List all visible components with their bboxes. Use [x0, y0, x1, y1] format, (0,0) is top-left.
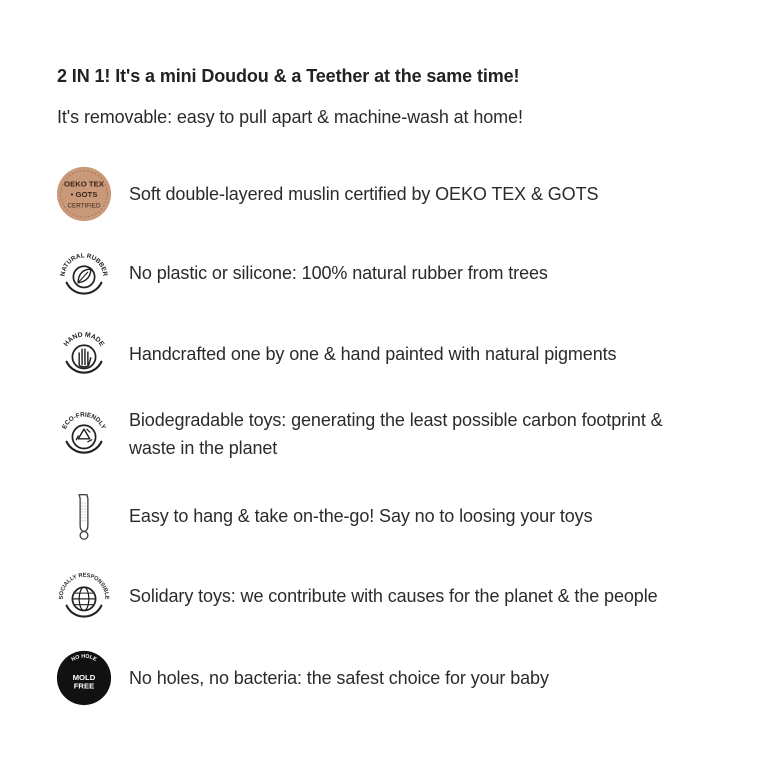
hanging-tag-icon [55, 487, 113, 545]
oeko-tex-gots-badge-icon [55, 165, 113, 223]
feature-text: Soft double-layered muslin certified by OEKO TEX & GOTS [129, 184, 599, 204]
feature-item-eco-friendly [55, 402, 735, 466]
socially-responsible-globe-icon [55, 567, 113, 625]
badge-text-line2: FREE [73, 681, 95, 691]
badge-text: SOCIALLY RESPONSIBLE [58, 572, 110, 600]
feature-item-mold-free [55, 646, 735, 710]
feature-text: Handcrafted one by one & hand painted with natural pigments [129, 344, 617, 364]
badge-ring-text: NO HOLE [70, 653, 98, 663]
feature-item-easy-hang [55, 484, 735, 548]
hand-made-icon [55, 325, 113, 383]
feature-item-oeko-tex [55, 162, 735, 226]
feature-text: Easy to hang & take on-the-go! Say no to loosing your toys [129, 506, 593, 526]
eco-friendly-recycle-icon [55, 405, 113, 463]
feature-text: Solidary toys: we contribute with causes for the planet & the people [129, 586, 658, 606]
badge-text-line1: OEKO TEX [64, 179, 104, 189]
svg-text:SOCIALLY RESPONSIBLE [59, 573, 110, 600]
svg-text:ECO-FRIENDLY [61, 411, 107, 430]
badge-text: HAND MADE [62, 331, 106, 348]
feature-text: No holes, no bacteria: the safest choice for your baby [129, 668, 549, 688]
headline: 2 IN 1! It's a mini Doudou & a Teether at the same time! [57, 66, 520, 86]
natural-rubber-leaf-icon [55, 244, 113, 302]
badge-text-line2: • GOTS [70, 189, 98, 199]
badge-text: ECO-FRIENDLY [61, 411, 107, 431]
feature-text: Biodegradable toys: generating the least possible carbon footprint & waste in the planet [129, 410, 663, 458]
badge-text: NATURAL RUBBER [59, 252, 109, 277]
badge-text-line1: MOLD [72, 672, 96, 682]
subline: It's removable: easy to pull apart & machine-wash at home! [57, 107, 523, 127]
feature-text: No plastic or silicone: 100% natural rubber from trees [129, 263, 548, 283]
feature-item-socially-responsible [55, 564, 735, 628]
feature-item-natural-rubber [55, 241, 735, 305]
svg-text:NATURAL RUBBER [60, 252, 109, 277]
badge-text-line3: CERTIFIED [67, 202, 101, 210]
feature-item-hand-made [55, 322, 735, 386]
mold-free-badge-icon [55, 649, 113, 707]
